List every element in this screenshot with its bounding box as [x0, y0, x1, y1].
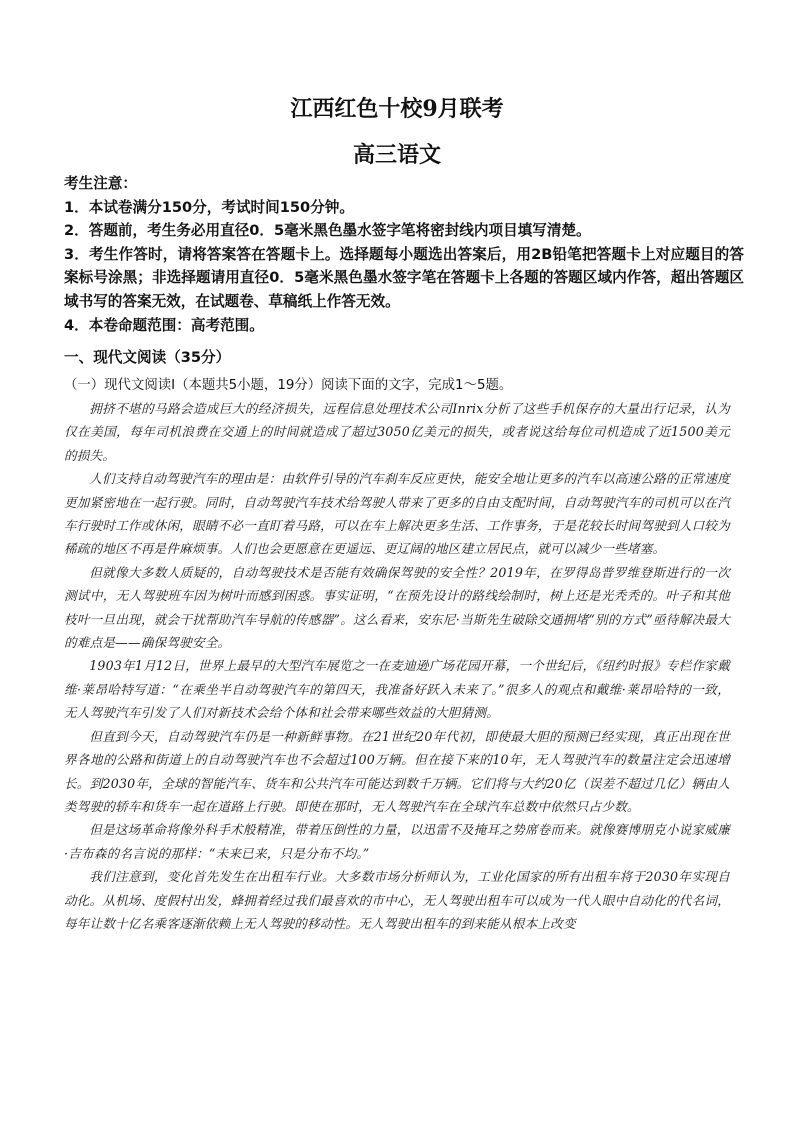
section-heading: 一、现代文阅读（35分）: [64, 349, 231, 366]
passage-paragraph: 但直到今天，自动驾驶汽车仍是一种新鲜事物。在21世纪20年代初，即使最大胆的预测已经实现，真正出现在世界各地的公路和街道上的自动驾驶汽车也不会超过100万辆。但在接下来的10年，无人驾驶汽车的数量注定会迅速增长。到2030年，全球的智能汽车、货车和公共汽车可能达到数千万辆。它们将与大约20亿（误差不超过几亿）辆由人类驾驶的轿车和货车一起在道路上行驶。即使在那时，无人驾驶汽车在全球汽车总数中依然只占少数。: [64, 728, 730, 814]
subsection-heading: （一）现代文阅读Ⅰ（本题共5小题，19分）阅读下面的文字，完成1～5题。: [64, 378, 513, 393]
reading-passage: [64, 397, 730, 935]
passage-paragraph: 1903年1月12日，世界上最早的大型汽车展览之一在麦迪逊广场花园开幕，一个世纪后，《纽约时报》专栏作家戴维·莱昂哈特写道：“在乘坐半自动驾驶汽车的第四天，我准备好跃入未来了。”很多人的观点和戴维·莱昂哈特的一致，无人驾驶汽车引发了人们对新技术会给个体和社会带来哪些效益的大胆猜测。: [64, 658, 730, 721]
exam-notice: [64, 172, 744, 337]
passage-paragraph: 但就像大多数人质疑的，自动驾驶技术是否能有效确保驾驶的安全性？2019年，在罗得岛普罗维登斯进行的一次测试中，无人驾驶班车因为树叶而感到困惑。事实证明，“在预先设计的路线绘制时，树上还是光秃秃的。叶子和其他枝叶一旦出现，就会干扰帮助汽车导航的传感器”。这么看来，安东尼·当斯先生破除交通拥堵“别的方式”亟待解决最大的难点是——确保驾驶安全。: [64, 564, 730, 651]
notice-item: 1．本试卷满分150分，考试时间150分钟。: [64, 198, 354, 216]
subject-title: 高三语文: [352, 142, 441, 168]
notice-heading: 考生注意：: [64, 175, 137, 192]
notice-item: 4．本卷命题范围：高考范围。: [64, 316, 264, 334]
exam-title: 江西红色十校9月联考: [290, 96, 504, 122]
passage-paragraph: 人们支持自动驾驶汽车的理由是：由软件引导的汽车刹车反应更快，能安全地让更多的汽车以高速公路的正常速度更加紧密地在一起行驶。同时，自动驾驶汽车技术给驾驶人带来了更多的自由支配时间，自动驾驶汽车的司机可以在汽车行驶时工作或休闲，眼睛不必一直盯着马路，可以在车上解决更多生活、工作事务，于是花较长时间驾驶到人口较为稀疏的地区不再是件麻烦事。人们也会更愿意在更遥远、更辽阔的地区建立居民点，就可以减少一些堵塞。: [64, 471, 730, 557]
passage-paragraph: 但是这场革命将像外科手术般精准，带着压倒性的力量，以迅雷不及掩耳之势席卷而来。就像赛博朋克小说家威廉·吉布森的名言说的那样：“未来已来，只是分布不均。”: [64, 822, 730, 861]
passage-paragraph: 我们注意到，变化首先发生在出租车行业。大多数市场分析师认为，工业化国家的所有出租车将于2030年实现自动化。从机场、度假村出发，蜂拥着经过我们最喜欢的市中心，无人驾驶出租车可以成为一代人眼中自动化的代名词，每年让数十亿名乘客逐渐依赖上无人驾驶的移动性。无人驾驶出租车的到来能从根本上改变: [64, 869, 730, 931]
notice-item: 3．考生作答时，请将答案答在答题卡上。选择题每小题选出答案后，用2B铅笔把答题卡上对应题目的答案标号涂黑；非选择题请用直径0．5毫米黑色墨水签字笔在答题卡上各题的答题区域内作答，超出答题区域书写的答案无效，在试题卷、草稿纸上作答无效。: [64, 245, 744, 310]
notice-item: 2．答题前，考生务必用直径0．5毫米黑色墨水签字笔将密封线内项目填写清楚。: [64, 222, 591, 240]
passage-paragraph: 拥挤不堪的马路会造成巨大的经济损失，远程信息处理技术公司Inrix分析了这些手机保存的大量出行记录，认为仅在美国，每年司机浪费在交通上的时间就造成了超过3050亿美元的损失，或者说这给每位司机造成了近1500美元的损失。: [64, 401, 730, 463]
